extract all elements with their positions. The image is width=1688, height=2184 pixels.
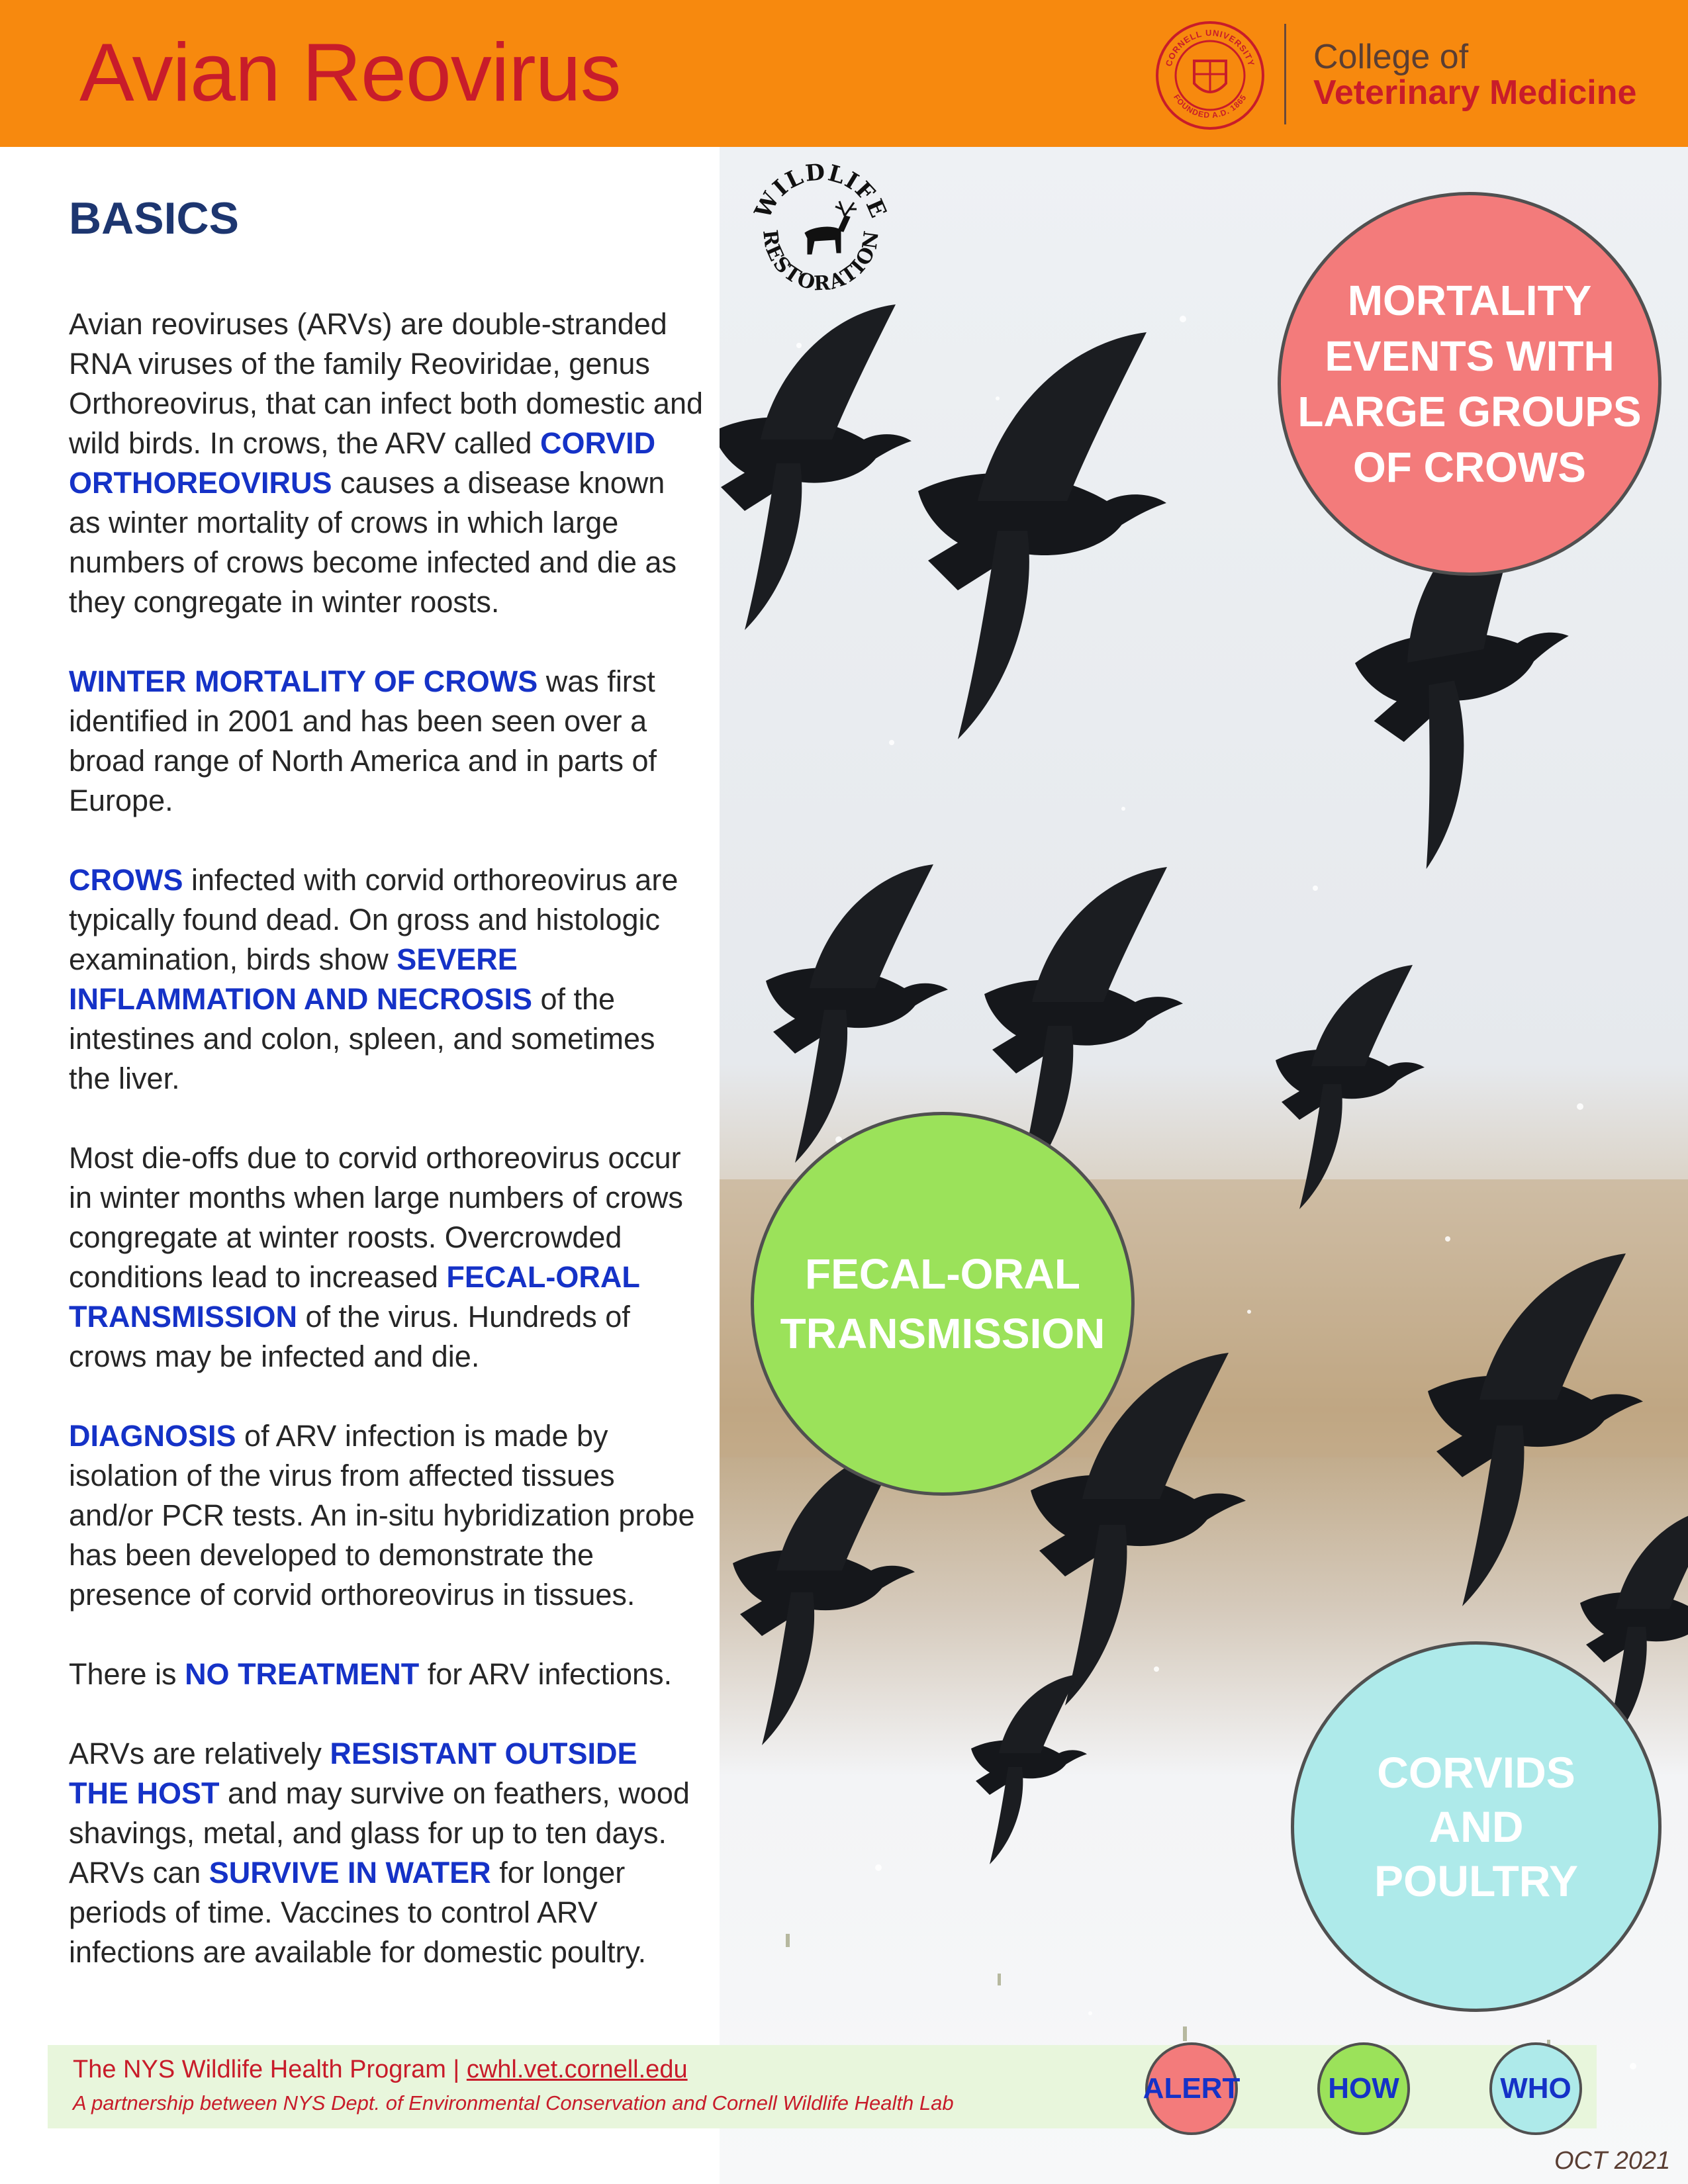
highlight-term: NO TREATMENT bbox=[185, 1657, 420, 1691]
program-url-link[interactable]: cwhl.vet.cornell.edu bbox=[466, 2056, 688, 2083]
fecal-line-2: TRANSMISSION bbox=[780, 1310, 1105, 1357]
mortality-line-4: OF CROWS bbox=[1353, 443, 1586, 491]
logo-text-bottom: RESTORATION bbox=[758, 228, 884, 296]
highlight-term: DIAGNOSIS bbox=[69, 1419, 236, 1453]
fecal-line-1: FECAL-ORAL bbox=[805, 1250, 1080, 1298]
who-button[interactable]: WHO bbox=[1489, 2042, 1582, 2135]
basics-paragraph bbox=[69, 1734, 704, 1972]
paragraph-text: There is bbox=[69, 1657, 185, 1691]
cornell-seal-icon bbox=[1154, 20, 1266, 131]
logo-text-top: WILDLIFE bbox=[749, 159, 892, 223]
corvids-poultry-bubble bbox=[1291, 1641, 1662, 2012]
highlight-term: CORVID ORTHOREOVIRUS bbox=[69, 426, 656, 500]
program-name: The NYS Wildlife Health Program bbox=[73, 2056, 446, 2083]
footer-separator: | bbox=[453, 2056, 460, 2083]
seal-text-bottom: FOUNDED A.D. 1865 bbox=[1172, 93, 1248, 120]
svg-text:WILDLIFE bbox=[749, 159, 892, 223]
basics-paragraph bbox=[69, 1416, 704, 1615]
paragraph-text: was first identified in 2001 and has been seen over a broad range of North America and in parts of Europe. bbox=[69, 664, 657, 817]
basics-paragraph bbox=[69, 662, 704, 821]
deer-icon bbox=[805, 201, 857, 254]
page-title: Avian Reovirus bbox=[79, 27, 621, 118]
fecal-oral-bubble bbox=[751, 1112, 1135, 1496]
header-divider bbox=[1284, 24, 1286, 124]
partnership-text: A partnership between NYS Dept. of Environmental Conservation and Cornell Wildlife Health Lab bbox=[73, 2091, 954, 2115]
basics-paragraph bbox=[69, 1138, 704, 1377]
corvids-line-2: AND bbox=[1429, 1802, 1524, 1851]
basics-paragraph bbox=[69, 304, 704, 622]
wildlife-restoration-logo bbox=[741, 154, 900, 312]
basics-section bbox=[69, 192, 704, 2012]
mortality-line-3: LARGE GROUPS bbox=[1297, 388, 1642, 435]
seal-text-top: CORNELL UNIVERSITY bbox=[1163, 27, 1257, 68]
mortality-events-bubble bbox=[1278, 192, 1662, 576]
paragraph-text: infected with corvid orthoreovirus are typically found dead. On gross and histologic examination, birds show bbox=[69, 863, 679, 976]
highlight-term: RESISTANT OUTSIDE THE HOST bbox=[69, 1737, 637, 1810]
basics-paragraphs bbox=[69, 304, 704, 1972]
paragraph-text: Avian reoviruses (ARVs) are double-stranded RNA viruses of the family Reoviridae, genus Orthoreovirus, that can infect both domestic and wild birds. In crows, the ARV called bbox=[69, 307, 704, 460]
alert-button[interactable]: ALERT bbox=[1145, 2042, 1238, 2135]
highlight-term: SEVERE INFLAMMATION AND NECROSIS bbox=[69, 942, 532, 1016]
paragraph-text: causes a disease known as winter mortality of crows in which large numbers of crows become infected and die as they congregate in winter roosts. bbox=[69, 466, 677, 619]
basics-paragraph bbox=[69, 1655, 704, 1694]
corvids-line-3: POULTRY bbox=[1374, 1856, 1578, 1905]
highlight-term: SURVIVE IN WATER bbox=[209, 1856, 491, 1889]
mortality-line-1: MORTALITY bbox=[1347, 277, 1592, 324]
basics-paragraph bbox=[69, 860, 704, 1099]
header-bar bbox=[0, 0, 1688, 147]
paragraph-text: of the intestines and colon, spleen, and sometimes the liver. bbox=[69, 982, 655, 1095]
highlight-term: WINTER MORTALITY OF CROWS bbox=[69, 664, 538, 698]
paragraph-text: of the virus. Hundreds of crows may be infected and die. bbox=[69, 1300, 630, 1373]
mortality-line-2: EVENTS WITH bbox=[1325, 332, 1615, 380]
highlight-term: CROWS bbox=[69, 863, 183, 897]
paragraph-text: and may survive on feathers, wood shavings, metal, and glass for up to ten days. ARVs can bbox=[69, 1776, 690, 1889]
basics-heading: BASICS bbox=[69, 193, 239, 244]
college-name-line2: Veterinary Medicine bbox=[1313, 73, 1637, 112]
highlight-term: FECAL-ORAL TRANSMISSION bbox=[69, 1260, 640, 1334]
corvids-line-1: CORVIDS bbox=[1377, 1748, 1575, 1797]
footer-program-line bbox=[73, 2054, 688, 2085]
paragraph-text: of ARV infection is made by isolation of the virus from affected tissues and/or PCR tests. An in-situ hybridization probe has been developed to demonstrate the presence of corvid orthoreovirus in tissues. bbox=[69, 1419, 695, 1612]
college-name-line1: College of bbox=[1313, 38, 1469, 76]
how-button[interactable]: HOW bbox=[1317, 2042, 1410, 2135]
publication-date: OCT 2021 bbox=[1554, 2147, 1671, 2175]
paragraph-text: for ARV infections. bbox=[419, 1657, 673, 1691]
paragraph-text: ARVs are relatively bbox=[69, 1737, 330, 1770]
paragraph-text: for longer periods of time. Vaccines to control ARV infections are available for domestic poultry. bbox=[69, 1856, 647, 1969]
paragraph-text: Most die-offs due to corvid orthoreovirus occur in winter months when large numbers of crows congregate at winter roosts. Overcrowded conditions lead to increased bbox=[69, 1141, 683, 1294]
